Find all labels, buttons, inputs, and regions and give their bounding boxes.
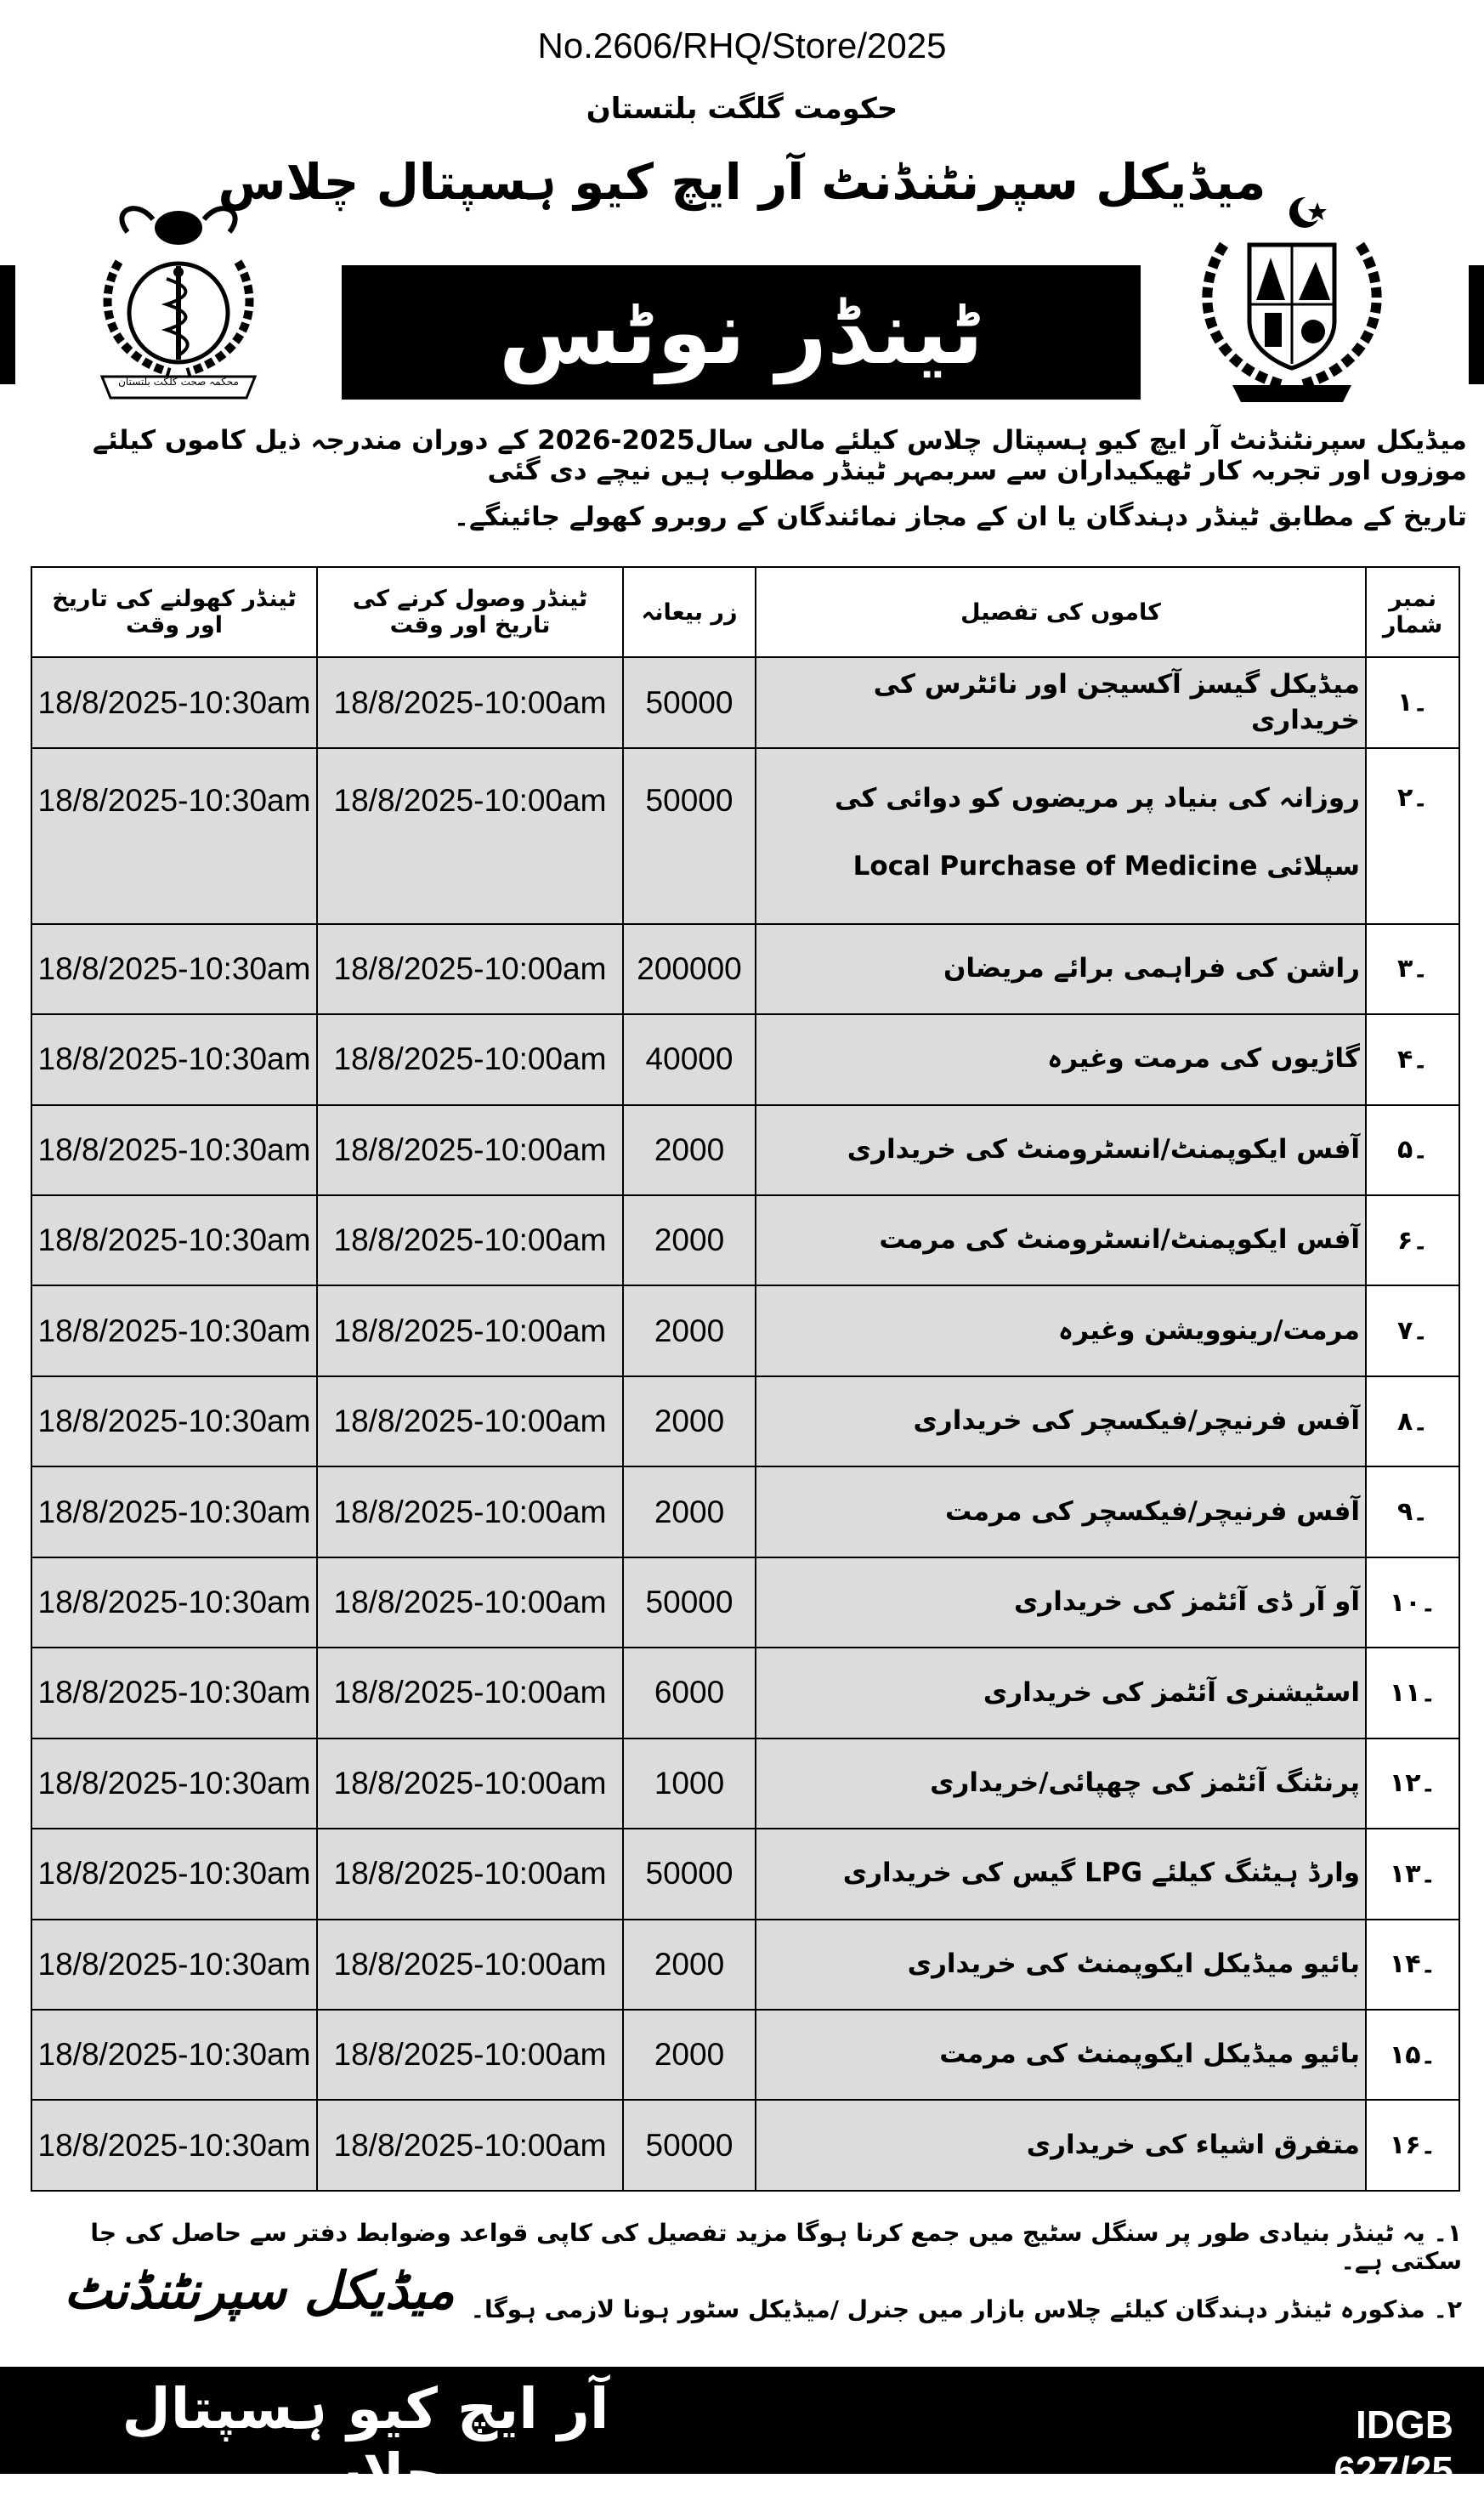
cell-fee: 50000 xyxy=(623,2100,756,2191)
cell-number: ۱۶۔ xyxy=(1366,2100,1459,2191)
cell-opening: 18/8/2025-10:30am xyxy=(31,924,317,1014)
cell-fee: 1000 xyxy=(623,1738,756,1829)
cell-fee: 2000 xyxy=(623,1466,756,1557)
footer-office: آر ایچ کیو ہسپتال چلاس xyxy=(122,2376,609,2507)
cell-number: ۳۔ xyxy=(1366,924,1459,1014)
gilgit-baltistan-emblem-icon xyxy=(1190,194,1377,406)
cell-receipt: 18/8/2025-10:00am xyxy=(317,1014,623,1104)
cell-fee: 40000 xyxy=(623,1014,756,1104)
left-black-bar xyxy=(0,265,15,384)
cell-opening: 18/8/2025-10:30am xyxy=(31,1920,317,2010)
cell-receipt: 18/8/2025-10:00am xyxy=(317,1285,623,1375)
header-number: نمبر شمار xyxy=(1366,567,1459,657)
cell-description: آفس فرنیچر/فیکسچر کی مرمت xyxy=(756,1466,1366,1557)
cell-description: راشن کی فراہمی برائے مریضان xyxy=(756,924,1366,1014)
cell-receipt: 18/8/2025-10:00am xyxy=(317,1105,623,1195)
cell-receipt: 18/8/2025-10:00am xyxy=(317,1195,623,1285)
cell-receipt: 18/8/2025-10:00am xyxy=(317,1738,623,1829)
cell-number: ۸۔ xyxy=(1366,1376,1459,1466)
cell-receipt: 18/8/2025-10:00am xyxy=(317,1376,623,1466)
cell-number: ۱۲۔ xyxy=(1366,1738,1459,1829)
table-row xyxy=(31,1466,1459,1557)
cell-receipt: 18/8/2025-10:00am xyxy=(317,657,623,747)
cell-opening: 18/8/2025-10:30am xyxy=(31,1829,317,1919)
cell-fee: 2000 xyxy=(623,1195,756,1285)
table-header-row xyxy=(31,567,1459,657)
cell-number: ۵۔ xyxy=(1366,1105,1459,1195)
cell-number: ۲۔ xyxy=(1366,748,1459,924)
cell-receipt: 18/8/2025-10:00am xyxy=(317,1557,623,1648)
cell-description: متفرق اشیاء کی خریداری xyxy=(756,2100,1366,2191)
table-row xyxy=(31,2010,1459,2100)
cell-opening: 18/8/2025-10:30am xyxy=(31,1195,317,1285)
cell-opening: 18/8/2025-10:30am xyxy=(31,748,317,924)
cell-receipt: 18/8/2025-10:00am xyxy=(317,1648,623,1738)
cell-number: ۹۔ xyxy=(1366,1466,1459,1557)
cell-opening: 18/8/2025-10:30am xyxy=(31,1285,317,1375)
cell-opening: 18/8/2025-10:30am xyxy=(31,1648,317,1738)
cell-description: میڈیکل گیسز آکسیجن اور نائٹرس کی خریداری xyxy=(756,657,1366,747)
cell-opening: 18/8/2025-10:30am xyxy=(31,2010,317,2100)
right-black-bar xyxy=(1469,265,1484,384)
intro-line-1: میڈیکل سپرنٹنڈنٹ آر ایچ کیو ہسپتال چلاس کیلئے مالی سال2025-2026 کے دوران مندرجہ ذیل کاموں کیلئے موزوں اور تجربہ کار ٹھیکیداران سے سربمہر ٹینڈر مطلوب ہیں نیچے دی گئی xyxy=(92,425,1467,486)
reference-number: No.2606/RHQ/Store/2025 xyxy=(537,26,947,65)
cell-fee: 50000 xyxy=(623,657,756,747)
cell-receipt: 18/8/2025-10:00am xyxy=(317,924,623,1014)
cell-receipt: 18/8/2025-10:00am xyxy=(317,2010,623,2100)
footer-code: IDGB 627/25 xyxy=(1334,2402,1453,2493)
table-row xyxy=(31,1920,1459,2010)
cell-opening: 18/8/2025-10:30am xyxy=(31,1738,317,1829)
tender-table xyxy=(31,566,1460,2192)
cell-description: آو آر ڈی آئٹمز کی خریداری xyxy=(756,1557,1366,1648)
table-row xyxy=(31,748,1459,924)
tender-notice-banner xyxy=(342,265,1141,400)
cell-fee: 2000 xyxy=(623,1920,756,2010)
cell-description: اسٹیشنری آئٹمز کی خریداری xyxy=(756,1648,1366,1738)
cell-fee: 50000 xyxy=(623,748,756,924)
table-row xyxy=(31,924,1459,1014)
cell-opening: 18/8/2025-10:30am xyxy=(31,1105,317,1195)
table-row xyxy=(31,1105,1459,1195)
table-row xyxy=(31,1195,1459,1285)
cell-description: وارڈ ہیٹنگ کیلئے LPG گیس کی خریداری xyxy=(756,1829,1366,1919)
cell-fee: 50000 xyxy=(623,1557,756,1648)
cell-description: آفس ایکوپمنٹ/انسٹرومنٹ کی مرمت xyxy=(756,1195,1366,1285)
cell-opening: 18/8/2025-10:30am xyxy=(31,2100,317,2191)
emblem-caption: محکمہ صحت گلگت بلتستان xyxy=(118,376,239,388)
cell-number: ۱۴۔ xyxy=(1366,1920,1459,2010)
cell-number: ۶۔ xyxy=(1366,1195,1459,1285)
cell-receipt: 18/8/2025-10:00am xyxy=(317,2100,623,2191)
cell-number: ۱۔ xyxy=(1366,657,1459,747)
cell-fee: 2000 xyxy=(623,1285,756,1375)
cell-description: روزانہ کی بنیاد پر مریضوں کو دوائی کی سپلائی Local Purchase of Medicine xyxy=(756,748,1366,924)
header-fee: زر بیعانہ xyxy=(623,567,756,657)
cell-number: ۱۳۔ xyxy=(1366,1829,1459,1919)
cell-fee: 6000 xyxy=(623,1648,756,1738)
header-opening: ٹینڈر کھولنے کی تاریخ اور وقت xyxy=(31,567,317,657)
table-row xyxy=(31,1557,1459,1648)
cell-opening: 18/8/2025-10:30am xyxy=(31,1376,317,1466)
cell-receipt: 18/8/2025-10:00am xyxy=(317,1920,623,2010)
government-name: حکومت گلگت بلتستان xyxy=(586,92,898,126)
office-title: میڈیکل سپرنٹنڈنٹ آر ایچ کیو ہسپتال چلاس xyxy=(218,153,1266,211)
medical-caduceus-emblem-icon xyxy=(85,194,272,406)
cell-fee: 2000 xyxy=(623,1376,756,1466)
cell-description: گاڑیوں کی مرمت وغیرہ xyxy=(756,1014,1366,1104)
cell-receipt: 18/8/2025-10:00am xyxy=(317,1466,623,1557)
cell-description: پرنٹنگ آئٹمز کی چھپائی/خریداری xyxy=(756,1738,1366,1829)
cell-opening: 18/8/2025-10:30am xyxy=(31,1014,317,1104)
cell-opening: 18/8/2025-10:30am xyxy=(31,1557,317,1648)
cell-opening: 18/8/2025-10:30am xyxy=(31,1466,317,1557)
signature-title: میڈیکل سپرنٹنڈنٹ xyxy=(64,2261,455,2321)
table-row xyxy=(31,1014,1459,1104)
cell-fee: 2000 xyxy=(623,1105,756,1195)
cell-fee: 50000 xyxy=(623,1829,756,1919)
note-2: ۲۔ مذکورہ ٹینڈر دہندگان کیلئے چلاس بازار میں جنرل /میڈیکل سٹور ہونا لازمی ہوگا۔ xyxy=(470,2295,1462,2323)
table-row xyxy=(31,2100,1459,2191)
cell-description: بائیو میڈیکل ایکوپمنٹ کی خریداری xyxy=(756,1920,1366,2010)
cell-description: بائیو میڈیکل ایکوپمنٹ کی مرمت xyxy=(756,2010,1366,2100)
table-row xyxy=(31,1285,1459,1375)
note-1: ۱۔ یہ ٹینڈر بنیادی طور پر سنگل سٹیج میں جمع کرنا ہوگا مزید تفصیل کی کاپی قواعد وضوابط دفتر سے حاصل کی جا سکتی ہے۔ xyxy=(90,2219,1462,2275)
table-row xyxy=(31,1738,1459,1829)
cell-number: ۷۔ xyxy=(1366,1285,1459,1375)
cell-receipt: 18/8/2025-10:00am xyxy=(317,748,623,924)
cell-number: ۱۰۔ xyxy=(1366,1557,1459,1648)
cell-description: مرمت/رینوویشن وغیرہ xyxy=(756,1285,1366,1375)
cell-fee: 200000 xyxy=(623,924,756,1014)
table-row xyxy=(31,657,1459,747)
header-description: کاموں کی تفصیل xyxy=(756,567,1366,657)
intro-line-2: تاریخ کے مطابق ٹینڈر دہندگان یا ان کے مجاز نمائندگان کے روبرو کھولے جائینگے۔ xyxy=(453,502,1467,532)
cell-number: ۴۔ xyxy=(1366,1014,1459,1104)
tender-notice-title: ٹینڈر نوٹس xyxy=(498,281,984,384)
table-row xyxy=(31,1829,1459,1919)
table-row xyxy=(31,1376,1459,1466)
cell-number: ۱۵۔ xyxy=(1366,2010,1459,2100)
cell-receipt: 18/8/2025-10:00am xyxy=(317,1829,623,1919)
cell-fee: 2000 xyxy=(623,2010,756,2100)
header-receipt: ٹینڈر وصول کرنے کی تاریخ اور وقت xyxy=(317,567,623,657)
cell-description: آفس ایکوپمنٹ/انسٹرومنٹ کی خریداری xyxy=(756,1105,1366,1195)
cell-number: ۱۱۔ xyxy=(1366,1648,1459,1738)
table-row xyxy=(31,1648,1459,1738)
cell-opening: 18/8/2025-10:30am xyxy=(31,657,317,747)
cell-description: آفس فرنیچر/فیکسچر کی خریداری xyxy=(756,1376,1366,1466)
